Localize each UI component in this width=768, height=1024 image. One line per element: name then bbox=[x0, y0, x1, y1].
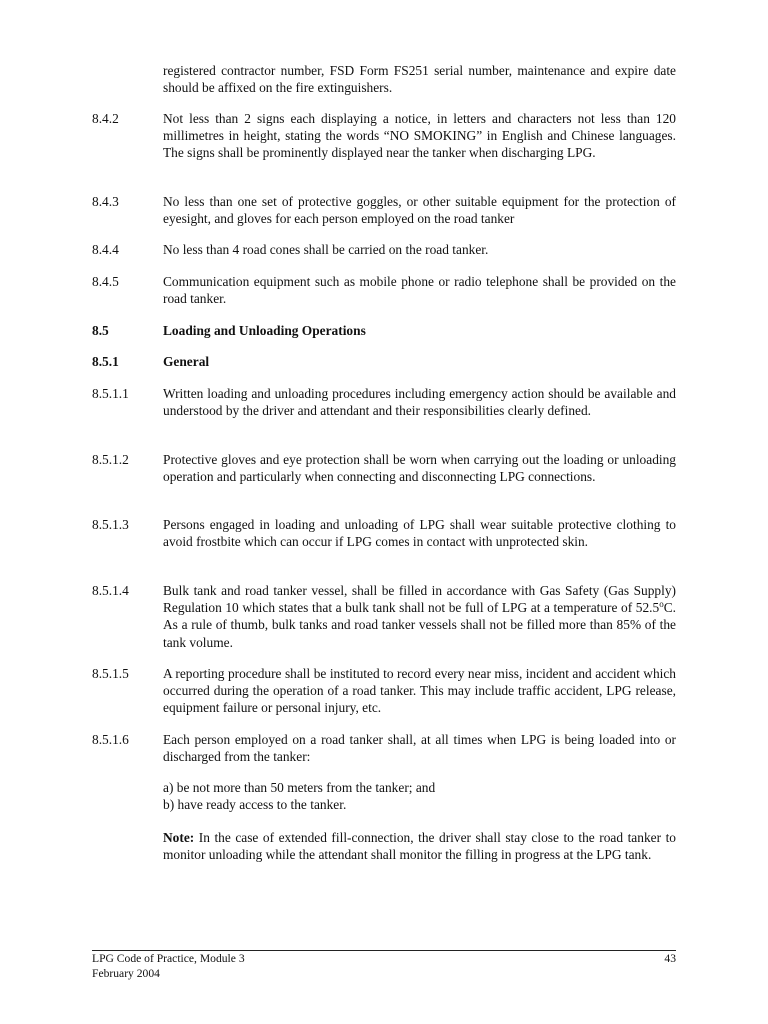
section-8-4-3 bbox=[92, 193, 676, 227]
distance-list bbox=[92, 779, 676, 813]
section-number: 8.4.4 bbox=[92, 242, 119, 257]
section-number: 8.5 bbox=[92, 323, 109, 338]
footer-divider bbox=[92, 950, 676, 951]
paragraph-text-part: C. As a rule of thumb, bulk tanks and road tanker vessels shall not be filled more than 85% of the tank volume. bbox=[163, 600, 676, 650]
list-item: a) be not more than 50 meters from the tanker; and bbox=[163, 780, 436, 795]
section-8-5-1-6 bbox=[92, 731, 676, 765]
section-number: 8.5.1.3 bbox=[92, 517, 129, 532]
note-paragraph bbox=[92, 829, 676, 863]
page-footer bbox=[92, 952, 676, 981]
note-label: Note: bbox=[163, 830, 195, 845]
page-number: 43 bbox=[664, 952, 676, 965]
section-number: 8.4.2 bbox=[92, 111, 119, 126]
section-8-4-5 bbox=[92, 273, 676, 307]
paragraph-text: Protective gloves and eye protection shall be worn when carrying out the loading or unloading operation and particularly when connecting and disconnecting LPG connections. bbox=[163, 452, 676, 485]
paragraph-text: Not less than 2 signs each displaying a notice, in letters and characters not less than 120 millimetres in height, stating the words “NO SMOKING” in English and Chinese languages. The signs shall be prominently displayed near the tanker when discharging LPG. bbox=[163, 111, 676, 161]
section-heading: Loading and Unloading Operations bbox=[163, 323, 366, 338]
section-8-4-4 bbox=[92, 241, 676, 258]
section-heading: General bbox=[163, 354, 210, 369]
paragraph-text: No less than one set of protective goggles, or other suitable equipment for the protection of eyesight, and gloves for each person employed on the road tanker bbox=[163, 194, 676, 227]
section-8-5-1-1 bbox=[92, 385, 676, 419]
section-8-5-1-3 bbox=[92, 516, 676, 550]
paragraph-text: Communication equipment such as mobile phone or radio telephone shall be provided on the road tanker. bbox=[163, 274, 676, 307]
paragraph-text bbox=[163, 582, 676, 651]
heading-8-5 bbox=[92, 322, 676, 339]
section-8-5-1-5 bbox=[92, 665, 676, 717]
paragraph-text: Written loading and unloading procedures including emergency action should be available and understood by the driver and attendant and their responsibilities clearly defined. bbox=[163, 386, 676, 419]
section-number: 8.5.1.5 bbox=[92, 666, 129, 681]
footer-date: February 2004 bbox=[92, 966, 160, 980]
list-item: b) have ready access to the tanker. bbox=[163, 797, 347, 813]
section-8-4-2 bbox=[92, 110, 676, 162]
paragraph-text: registered contractor number, FSD Form FS251 serial number, maintenance and expire date should be affixed on the fire extinguishers. bbox=[163, 63, 676, 96]
note-text: In the case of extended fill-connection, the driver shall stay close to the road tanker to monitor unloading while the attendant shall monitor the filling in progress at the LPG tank. bbox=[163, 830, 676, 863]
section-number: 8.4.3 bbox=[92, 194, 119, 209]
section-number: 8.4.5 bbox=[92, 274, 119, 289]
paragraph-text: No less than 4 road cones shall be carried on the road tanker. bbox=[163, 242, 489, 257]
paragraph-text: Each person employed on a road tanker shall, at all times when LPG is being loaded into or discharged from the tanker: bbox=[163, 732, 676, 765]
degree-superscript: o bbox=[659, 599, 664, 610]
section-number: 8.5.1.6 bbox=[92, 732, 129, 747]
section-number: 8.5.1.4 bbox=[92, 583, 129, 598]
section-8-5-1-2 bbox=[92, 451, 676, 485]
heading-8-5-1 bbox=[92, 353, 676, 370]
paragraph-text-part: Bulk tank and road tanker vessel, shall be filled in accordance with Gas Safety (Gas Supply) Regulation 10 which states that a bulk tank shall not be full of LPG at a temperature of 52.5 bbox=[163, 583, 676, 616]
paragraph-text: Persons engaged in loading and unloading of LPG shall wear suitable protective clothing to avoid frostbite which can occur if LPG comes in contact with unprotected skin. bbox=[163, 517, 676, 550]
section-number: 8.5.1.2 bbox=[92, 452, 129, 467]
section-8-5-1-4 bbox=[92, 582, 676, 651]
section-number: 8.5.1 bbox=[92, 354, 119, 369]
section-8-4-1-continuation bbox=[92, 62, 676, 96]
paragraph-text: A reporting procedure shall be instituted to record every near miss, incident and accident which occurred during the operation of a road tanker. This may include traffic accident, LPG release, equipment failure or personal injury, etc. bbox=[163, 666, 676, 716]
footer-document-title: LPG Code of Practice, Module 3 bbox=[92, 952, 245, 965]
section-number: 8.5.1.1 bbox=[92, 386, 129, 401]
